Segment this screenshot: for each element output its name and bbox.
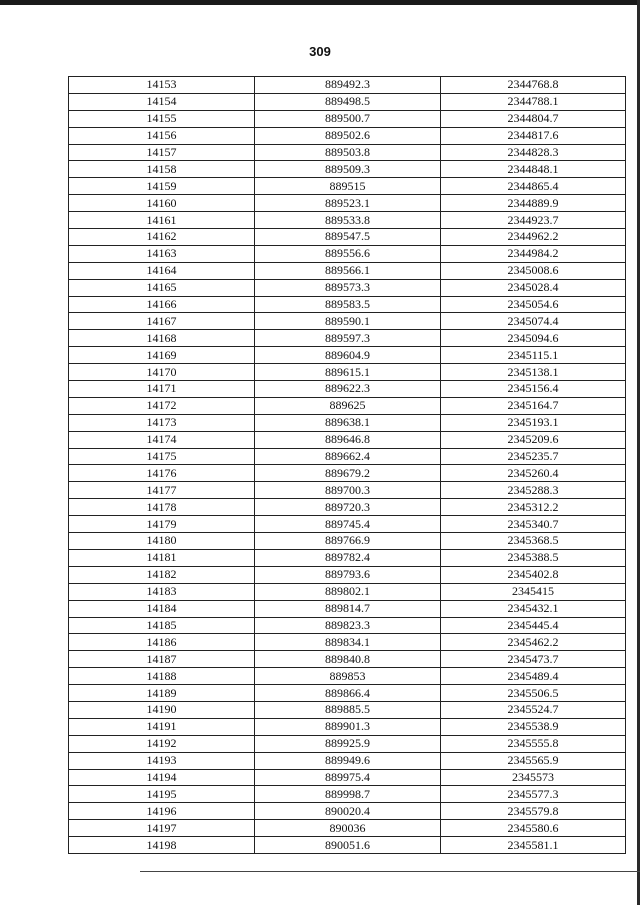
table-row [69,330,626,347]
point-id-cell: 14191 [69,718,255,735]
point-id-cell: 14196 [69,803,255,820]
y-coordinate-cell: 2345388.5 [441,549,626,566]
point-id-cell: 14165 [69,279,255,296]
table-row [69,718,626,735]
x-coordinate-cell: 889646.8 [255,431,441,448]
table-row [69,381,626,398]
y-coordinate-cell: 2345193.1 [441,414,626,431]
table-row [69,566,626,583]
y-coordinate-cell: 2345579.8 [441,803,626,820]
table-row [69,229,626,246]
table-row [69,161,626,178]
point-id-cell: 14188 [69,668,255,685]
x-coordinate-cell: 889556.6 [255,245,441,262]
table-row [69,414,626,431]
y-coordinate-cell: 2345489.4 [441,668,626,685]
y-coordinate-cell: 2344788.1 [441,93,626,110]
y-coordinate-cell: 2344768.8 [441,77,626,94]
y-coordinate-cell: 2345415 [441,583,626,600]
page-number: 309 [309,44,331,59]
y-coordinate-cell: 2345565.9 [441,752,626,769]
x-coordinate-cell: 889638.1 [255,414,441,431]
table-row [69,127,626,144]
table-row [69,516,626,533]
point-id-cell: 14153 [69,77,255,94]
y-coordinate-cell: 2344984.2 [441,245,626,262]
y-coordinate-cell: 2344828.3 [441,144,626,161]
point-id-cell: 14186 [69,634,255,651]
x-coordinate-cell: 889500.7 [255,110,441,127]
x-coordinate-cell: 889492.3 [255,77,441,94]
table-row [69,786,626,803]
x-coordinate-cell: 889745.4 [255,516,441,533]
x-coordinate-cell: 889625 [255,397,441,414]
y-coordinate-cell: 2345074.4 [441,313,626,330]
x-coordinate-cell: 889566.1 [255,262,441,279]
point-id-cell: 14164 [69,262,255,279]
table-row [69,735,626,752]
y-coordinate-cell: 2344962.2 [441,229,626,246]
x-coordinate-cell: 889502.6 [255,127,441,144]
y-coordinate-cell: 2345312.2 [441,499,626,516]
table-row [69,110,626,127]
table-row [69,212,626,229]
x-coordinate-cell: 889885.5 [255,701,441,718]
table-row [69,533,626,550]
y-coordinate-cell: 2345506.5 [441,685,626,702]
y-coordinate-cell: 2345432.1 [441,600,626,617]
table-row [69,634,626,651]
point-id-cell: 14162 [69,229,255,246]
y-coordinate-cell: 2345260.4 [441,465,626,482]
point-id-cell: 14160 [69,195,255,212]
table-row [69,144,626,161]
table-row [69,583,626,600]
x-coordinate-cell: 889925.9 [255,735,441,752]
x-coordinate-cell: 889949.6 [255,752,441,769]
y-coordinate-cell: 2345580.6 [441,820,626,837]
y-coordinate-cell: 2345555.8 [441,735,626,752]
point-id-cell: 14168 [69,330,255,347]
x-coordinate-cell: 889834.1 [255,634,441,651]
y-coordinate-cell: 2345340.7 [441,516,626,533]
table-row [69,245,626,262]
point-id-cell: 14185 [69,617,255,634]
table-row [69,803,626,820]
x-coordinate-cell: 889622.3 [255,381,441,398]
y-coordinate-cell: 2345094.6 [441,330,626,347]
x-coordinate-cell: 889597.3 [255,330,441,347]
table-row [69,668,626,685]
table-row [69,364,626,381]
y-coordinate-cell: 2345577.3 [441,786,626,803]
x-coordinate-cell: 889523.1 [255,195,441,212]
x-coordinate-cell: 889823.3 [255,617,441,634]
x-coordinate-cell: 889583.5 [255,296,441,313]
y-coordinate-cell: 2344889.9 [441,195,626,212]
table-row [69,178,626,195]
table-row [69,651,626,668]
y-coordinate-cell: 2345368.5 [441,533,626,550]
point-id-cell: 14158 [69,161,255,178]
y-coordinate-cell: 2345524.7 [441,701,626,718]
x-coordinate-cell: 889866.4 [255,685,441,702]
y-coordinate-cell: 2345288.3 [441,482,626,499]
table-row [69,600,626,617]
point-id-cell: 14181 [69,549,255,566]
table-row [69,296,626,313]
x-coordinate-cell: 889901.3 [255,718,441,735]
point-id-cell: 14172 [69,397,255,414]
table-row [69,549,626,566]
x-coordinate-cell: 889604.9 [255,347,441,364]
point-id-cell: 14187 [69,651,255,668]
point-id-cell: 14194 [69,769,255,786]
y-coordinate-cell: 2345402.8 [441,566,626,583]
y-coordinate-cell: 2344923.7 [441,212,626,229]
table-row [69,685,626,702]
x-coordinate-cell: 890036 [255,820,441,837]
table-body [69,77,626,854]
point-id-cell: 14183 [69,583,255,600]
x-coordinate-cell: 889814.7 [255,600,441,617]
table-row [69,431,626,448]
x-coordinate-cell: 889573.3 [255,279,441,296]
table-row [69,279,626,296]
point-id-cell: 14157 [69,144,255,161]
y-coordinate-cell: 2345581.1 [441,837,626,854]
y-coordinate-cell: 2345235.7 [441,448,626,465]
point-id-cell: 14176 [69,465,255,482]
table-row [69,313,626,330]
y-coordinate-cell: 2345115.1 [441,347,626,364]
point-id-cell: 14154 [69,93,255,110]
x-coordinate-cell: 889615.1 [255,364,441,381]
point-id-cell: 14171 [69,381,255,398]
table-row [69,820,626,837]
x-coordinate-cell: 889700.3 [255,482,441,499]
table-row [69,769,626,786]
point-id-cell: 14195 [69,786,255,803]
x-coordinate-cell: 889720.3 [255,499,441,516]
table-row [69,347,626,364]
x-coordinate-cell: 889515 [255,178,441,195]
point-id-cell: 14175 [69,448,255,465]
y-coordinate-cell: 2344865.4 [441,178,626,195]
point-id-cell: 14180 [69,533,255,550]
y-coordinate-cell: 2345462.2 [441,634,626,651]
point-id-cell: 14163 [69,245,255,262]
y-coordinate-cell: 2344817.6 [441,127,626,144]
point-id-cell: 14193 [69,752,255,769]
table-row [69,397,626,414]
table-row [69,701,626,718]
table-row [69,499,626,516]
point-id-cell: 14155 [69,110,255,127]
point-id-cell: 14184 [69,600,255,617]
y-coordinate-cell: 2345028.4 [441,279,626,296]
x-coordinate-cell: 889840.8 [255,651,441,668]
point-id-cell: 14166 [69,296,255,313]
scan-edge-top [0,0,640,5]
point-id-cell: 14174 [69,431,255,448]
x-coordinate-cell: 889975.4 [255,769,441,786]
y-coordinate-cell: 2345445.4 [441,617,626,634]
coordinates-table [68,76,626,854]
point-id-cell: 14189 [69,685,255,702]
x-coordinate-cell: 889533.8 [255,212,441,229]
y-coordinate-cell: 2345473.7 [441,651,626,668]
y-coordinate-cell: 2345156.4 [441,381,626,398]
x-coordinate-cell: 889766.9 [255,533,441,550]
point-id-cell: 14170 [69,364,255,381]
point-id-cell: 14156 [69,127,255,144]
scan-edge-bottom [140,871,640,872]
y-coordinate-cell: 2345573 [441,769,626,786]
x-coordinate-cell: 889498.5 [255,93,441,110]
point-id-cell: 14169 [69,347,255,364]
y-coordinate-cell: 2345054.6 [441,296,626,313]
x-coordinate-cell: 889782.4 [255,549,441,566]
x-coordinate-cell: 889853 [255,668,441,685]
table-row [69,482,626,499]
y-coordinate-cell: 2344804.7 [441,110,626,127]
point-id-cell: 14192 [69,735,255,752]
table-row [69,617,626,634]
x-coordinate-cell: 889802.1 [255,583,441,600]
point-id-cell: 14190 [69,701,255,718]
x-coordinate-cell: 889590.1 [255,313,441,330]
point-id-cell: 14173 [69,414,255,431]
x-coordinate-cell: 890051.6 [255,837,441,854]
point-id-cell: 14159 [69,178,255,195]
point-id-cell: 14178 [69,499,255,516]
x-coordinate-cell: 889509.3 [255,161,441,178]
table-row [69,93,626,110]
table-row [69,837,626,854]
point-id-cell: 14179 [69,516,255,533]
point-id-cell: 14198 [69,837,255,854]
y-coordinate-cell: 2344848.1 [441,161,626,178]
y-coordinate-cell: 2345008.6 [441,262,626,279]
x-coordinate-cell: 889662.4 [255,448,441,465]
y-coordinate-cell: 2345538.9 [441,718,626,735]
x-coordinate-cell: 890020.4 [255,803,441,820]
point-id-cell: 14197 [69,820,255,837]
table-row [69,262,626,279]
x-coordinate-cell: 889998.7 [255,786,441,803]
point-id-cell: 14177 [69,482,255,499]
y-coordinate-cell: 2345164.7 [441,397,626,414]
x-coordinate-cell: 889503.8 [255,144,441,161]
point-id-cell: 14161 [69,212,255,229]
point-id-cell: 14167 [69,313,255,330]
table-row [69,448,626,465]
table-row [69,77,626,94]
table-row [69,752,626,769]
y-coordinate-cell: 2345138.1 [441,364,626,381]
x-coordinate-cell: 889679.2 [255,465,441,482]
table-row [69,465,626,482]
point-id-cell: 14182 [69,566,255,583]
x-coordinate-cell: 889547.5 [255,229,441,246]
table-row [69,195,626,212]
x-coordinate-cell: 889793.6 [255,566,441,583]
y-coordinate-cell: 2345209.6 [441,431,626,448]
